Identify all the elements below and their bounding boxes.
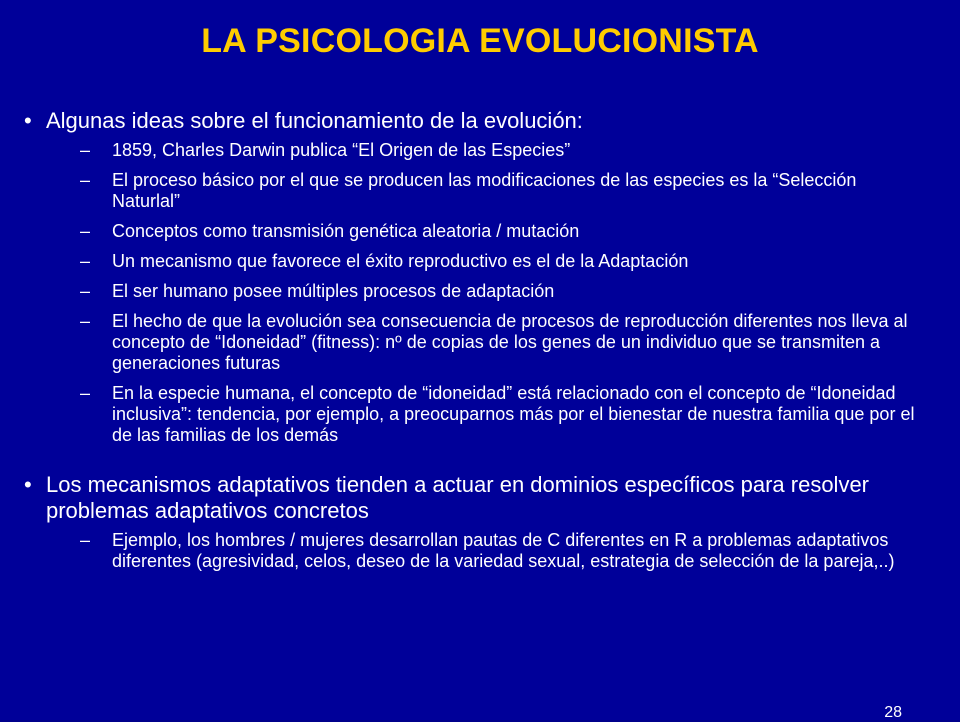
sub-item: [46, 140, 944, 161]
dash-icon: –: [80, 383, 91, 403]
sub-item-text: El proceso básico por el que se producen las modificaciones de las especies es la “Selección Naturlal”: [112, 170, 857, 211]
bullet-text: Algunas ideas sobre el funcionamiento de la evolución:: [46, 108, 583, 133]
bullet-text: Los mecanismos adaptativos tienden a actuar en dominios específicos para resolver problemas adaptativos concretos: [46, 472, 870, 523]
sub-item-text: El ser humano posee múltiples procesos de adaptación: [112, 281, 555, 301]
slide-title: LA PSICOLOGIA EVOLUCIONISTA: [201, 22, 759, 60]
sub-item: [46, 281, 944, 302]
sub-item: [46, 221, 944, 242]
sub-item-text: Ejemplo, los hombres / mujeres desarrollan pautas de C diferentes en R a problemas adaptativos diferentes (agresividad, celos, deseo de la variedad sexual, estrategia de selección de la pareja,..): [112, 530, 895, 571]
bullet-icon: •: [24, 472, 32, 497]
bullet-adaptive-mechanisms: [24, 472, 944, 572]
bullet-icon: •: [24, 108, 32, 133]
sub-item-text: 1859, Charles Darwin publica “El Origen de las Especies”: [112, 140, 571, 160]
dash-icon: –: [80, 251, 91, 271]
dash-icon: –: [80, 281, 91, 301]
dash-icon: –: [80, 140, 91, 160]
sub-list: [46, 140, 944, 446]
slide-content: [24, 108, 944, 581]
sub-item: [46, 251, 944, 272]
sub-item-text: Un mecanismo que favorece el éxito reproductivo es el de la Adaptación: [112, 251, 689, 271]
dash-icon: –: [80, 170, 91, 190]
sub-item: [46, 170, 944, 212]
sub-item: [46, 530, 944, 572]
sub-list: [46, 530, 944, 572]
dash-icon: –: [80, 530, 91, 550]
bullet-evolution-ideas: [24, 108, 944, 446]
dash-icon: –: [80, 221, 91, 241]
dash-icon: –: [80, 311, 91, 331]
sub-item: [46, 311, 944, 374]
page-number: 28: [884, 704, 902, 721]
sub-item: [46, 383, 944, 446]
sub-item-text: En la especie humana, el concepto de “idoneidad” está relacionado con el concepto de “Idoneidad inclusiva”: tendencia, por ejemplo, a preocuparnos más por el bienestar de nuestra familia que por el de las familias de los demás: [112, 383, 915, 445]
sub-item-text: Conceptos como transmisión genética aleatoria / mutación: [112, 221, 580, 241]
sub-item-text: El hecho de que la evolución sea consecuencia de procesos de reproducción diferentes nos lleva al concepto de “Idoneidad” (fitness): nº de copias de los genes de un individuo que se transmiten a generaciones futuras: [112, 311, 908, 373]
